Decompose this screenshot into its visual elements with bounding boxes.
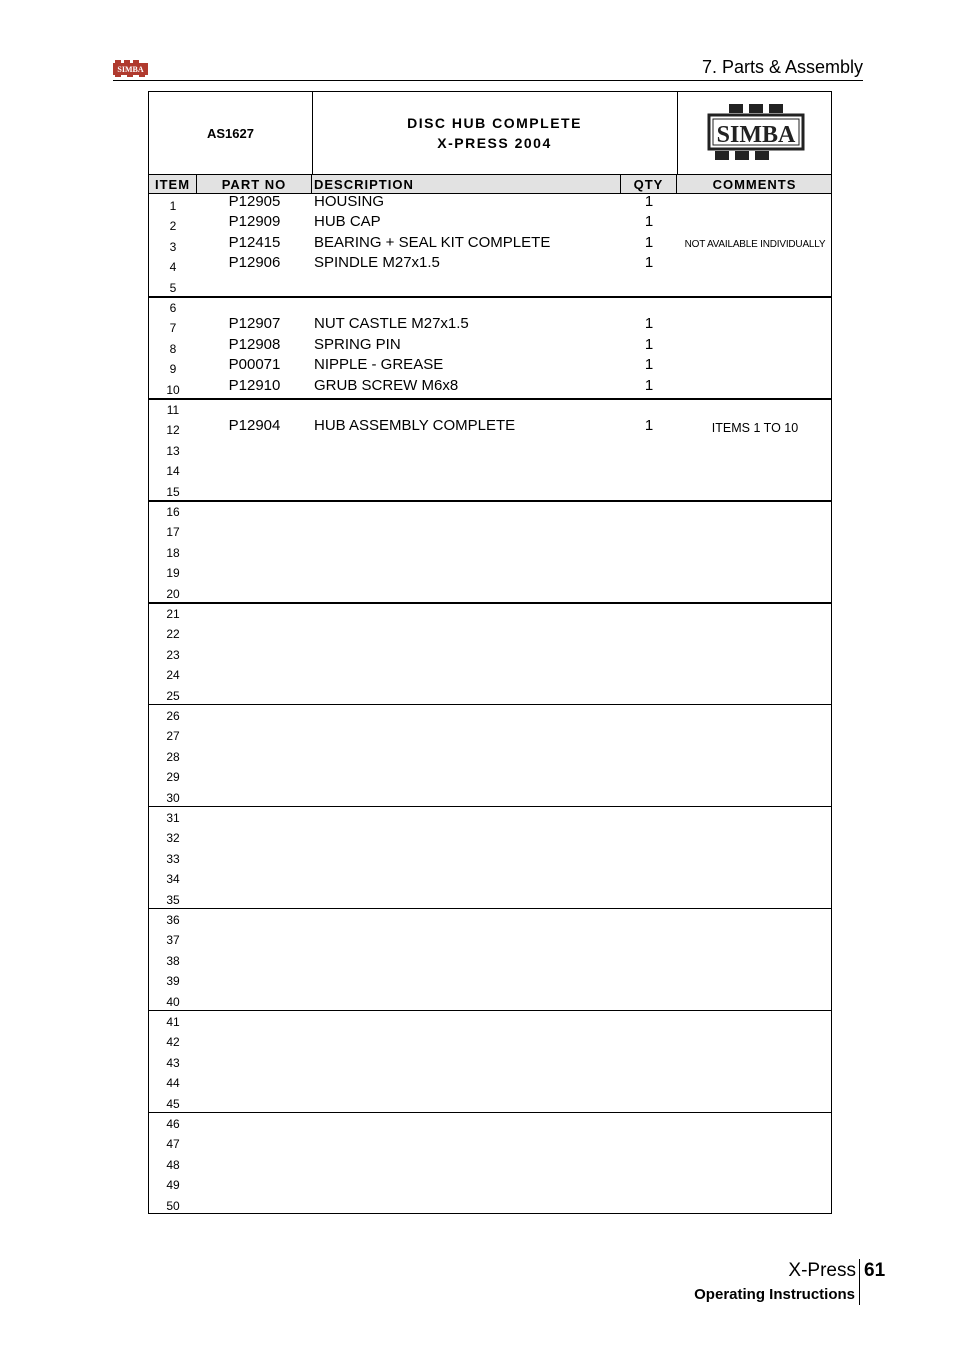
parts-sheet bbox=[148, 91, 832, 1214]
row-item: 32 bbox=[166, 831, 180, 846]
row-item: 25 bbox=[166, 688, 180, 703]
row-item: 23 bbox=[166, 647, 180, 662]
row-item: 2 bbox=[169, 219, 177, 234]
table-row bbox=[149, 1092, 831, 1112]
row-part-no: P00071 bbox=[228, 356, 281, 374]
table-row bbox=[149, 520, 831, 540]
table-row bbox=[149, 296, 831, 316]
svg-text:SIMBA: SIMBA bbox=[716, 122, 796, 148]
table-row bbox=[149, 337, 831, 357]
row-description: GRUB SCREW M6x8 bbox=[314, 376, 459, 394]
table-row bbox=[149, 582, 831, 602]
row-description: HOUSING bbox=[314, 193, 385, 210]
table-row bbox=[149, 949, 831, 969]
row-item: 5 bbox=[169, 280, 177, 295]
row-qty: 1 bbox=[644, 356, 654, 374]
table-row bbox=[149, 214, 831, 234]
simba-logo bbox=[707, 102, 805, 164]
row-item: 14 bbox=[166, 464, 180, 479]
table-row bbox=[149, 643, 831, 663]
row-item: 1 bbox=[169, 199, 177, 213]
table-row bbox=[149, 235, 831, 255]
row-description: SPINDLE M27x1.5 bbox=[314, 254, 440, 272]
table-row bbox=[149, 908, 831, 928]
col-qty: QTY bbox=[621, 175, 677, 193]
table-row bbox=[149, 541, 831, 561]
row-item: 7 bbox=[169, 321, 177, 336]
section-title: 7. Parts & Assembly bbox=[701, 57, 863, 77]
row-item: 6 bbox=[169, 301, 177, 315]
table-row bbox=[149, 663, 831, 683]
assembly-title-line2: X-PRESS 2004 bbox=[437, 135, 552, 151]
row-part-no: P12908 bbox=[228, 335, 281, 353]
row-part-no: P12909 bbox=[228, 213, 281, 231]
table-row bbox=[149, 378, 831, 398]
row-comments: ITEMS 1 TO 10 bbox=[711, 421, 799, 436]
table-row bbox=[149, 500, 831, 520]
row-qty: 1 bbox=[644, 254, 654, 272]
row-item: 36 bbox=[166, 913, 180, 927]
simba-header-logo bbox=[113, 60, 148, 77]
row-item: 3 bbox=[169, 239, 177, 254]
row-item: 35 bbox=[166, 892, 180, 907]
row-item: 47 bbox=[166, 1137, 180, 1152]
table-row bbox=[149, 888, 831, 908]
row-description: HUB ASSEMBLY COMPLETE bbox=[314, 417, 516, 435]
row-item: 22 bbox=[166, 627, 180, 642]
row-item: 9 bbox=[169, 362, 177, 377]
row-item: 31 bbox=[166, 811, 180, 825]
col-comments: COMMENTS bbox=[712, 177, 797, 192]
footer-divider bbox=[859, 1259, 860, 1305]
table-row bbox=[149, 316, 831, 336]
row-qty: 1 bbox=[644, 233, 654, 251]
row-item: 40 bbox=[166, 994, 180, 1009]
table-row bbox=[149, 418, 831, 438]
row-qty: 1 bbox=[644, 193, 654, 210]
row-part-no: P12906 bbox=[228, 254, 281, 272]
row-item: 20 bbox=[166, 586, 180, 601]
row-item: 19 bbox=[166, 566, 180, 581]
assembly-title bbox=[312, 92, 677, 174]
row-item: 21 bbox=[166, 607, 180, 621]
row-item: 18 bbox=[166, 545, 180, 560]
row-qty: 1 bbox=[644, 417, 654, 435]
row-description: HUB CAP bbox=[314, 213, 381, 231]
row-item: 10 bbox=[166, 382, 180, 397]
row-part-no: P12905 bbox=[228, 193, 281, 210]
row-item: 43 bbox=[166, 1055, 180, 1070]
row-item: 16 bbox=[166, 505, 180, 519]
row-item: 13 bbox=[166, 443, 180, 458]
row-item: 45 bbox=[166, 1096, 180, 1111]
table-row bbox=[149, 602, 831, 622]
row-part-no: P12910 bbox=[228, 376, 281, 394]
table-row bbox=[149, 194, 831, 214]
table-row bbox=[149, 1153, 831, 1173]
row-item: 29 bbox=[166, 770, 180, 785]
row-item: 11 bbox=[166, 403, 180, 417]
row-item: 37 bbox=[166, 933, 180, 948]
row-item: 39 bbox=[166, 974, 180, 989]
table-row bbox=[149, 561, 831, 581]
footer-product: X-Press bbox=[788, 1260, 856, 1281]
assembly-code: AS1627 bbox=[149, 92, 313, 174]
row-item: 41 bbox=[166, 1015, 180, 1029]
table-row bbox=[149, 1051, 831, 1071]
row-qty: 1 bbox=[644, 213, 654, 231]
svg-text:SIMBA: SIMBA bbox=[117, 65, 144, 74]
table-row bbox=[149, 704, 831, 724]
row-qty: 1 bbox=[644, 315, 654, 333]
table-row bbox=[149, 480, 831, 500]
row-item: 12 bbox=[166, 423, 180, 438]
col-part-no: PART NO bbox=[197, 175, 312, 193]
row-item: 49 bbox=[166, 1178, 180, 1193]
row-item: 17 bbox=[166, 525, 180, 540]
table-row bbox=[149, 1132, 831, 1152]
table-row bbox=[149, 439, 831, 459]
row-item: 44 bbox=[166, 1076, 180, 1091]
row-item: 8 bbox=[169, 341, 177, 356]
row-description: BEARING + SEAL KIT COMPLETE bbox=[314, 233, 551, 251]
row-part-no: P12907 bbox=[228, 315, 281, 333]
table-row bbox=[149, 724, 831, 744]
column-headers bbox=[149, 174, 831, 194]
row-item: 15 bbox=[166, 484, 180, 499]
table-row bbox=[149, 867, 831, 887]
sheet-title-row bbox=[149, 92, 831, 174]
table-row bbox=[149, 806, 831, 826]
row-item: 4 bbox=[169, 260, 177, 275]
table-row bbox=[149, 622, 831, 642]
row-description: NUT CASTLE M27x1.5 bbox=[314, 315, 469, 333]
table-row bbox=[149, 1173, 831, 1193]
row-part-no: P12415 bbox=[228, 233, 281, 251]
table-row bbox=[149, 826, 831, 846]
col-item: ITEM bbox=[149, 175, 197, 193]
page-number: 61 bbox=[864, 1260, 886, 1281]
assembly-title-line1: DISC HUB COMPLETE bbox=[407, 115, 582, 131]
row-item: 38 bbox=[166, 953, 180, 968]
row-item: 34 bbox=[166, 872, 180, 887]
table-row bbox=[149, 1112, 831, 1132]
row-qty: 1 bbox=[644, 376, 654, 394]
row-item: 42 bbox=[166, 1035, 180, 1050]
row-part-no: P12904 bbox=[228, 417, 281, 435]
row-item: 46 bbox=[166, 1117, 180, 1131]
table-row bbox=[149, 765, 831, 785]
row-description: NIPPLE - GREASE bbox=[314, 356, 444, 374]
row-comments: NOT AVAILABLE INDIVIDUALLY bbox=[684, 238, 826, 250]
table-row bbox=[149, 928, 831, 948]
col-description: DESCRIPTION bbox=[312, 175, 621, 193]
row-item: 33 bbox=[166, 851, 180, 866]
table-row bbox=[149, 847, 831, 867]
row-item: 48 bbox=[166, 1157, 180, 1172]
row-qty: 1 bbox=[644, 335, 654, 353]
table-row bbox=[149, 1010, 831, 1030]
table-row bbox=[149, 1194, 831, 1214]
table-row bbox=[149, 745, 831, 765]
table-row bbox=[149, 786, 831, 806]
header-divider bbox=[113, 80, 863, 81]
table-row bbox=[149, 1071, 831, 1091]
table-row bbox=[149, 276, 831, 296]
table-row bbox=[149, 459, 831, 479]
row-item: 26 bbox=[166, 709, 180, 723]
row-item: 30 bbox=[166, 790, 180, 805]
table-row bbox=[149, 990, 831, 1010]
row-item: 28 bbox=[166, 749, 180, 764]
row-item: 27 bbox=[166, 729, 180, 744]
row-description: SPRING PIN bbox=[314, 335, 401, 353]
row-item: 24 bbox=[166, 668, 180, 683]
footer-subtitle: Operating Instructions bbox=[694, 1286, 855, 1303]
row-item: 50 bbox=[166, 1198, 180, 1213]
table-row bbox=[149, 255, 831, 275]
table-row bbox=[149, 357, 831, 377]
table-row bbox=[149, 1030, 831, 1050]
table-row bbox=[149, 969, 831, 989]
table-row bbox=[149, 684, 831, 704]
table-row bbox=[149, 398, 831, 418]
logo-cell bbox=[677, 92, 834, 174]
